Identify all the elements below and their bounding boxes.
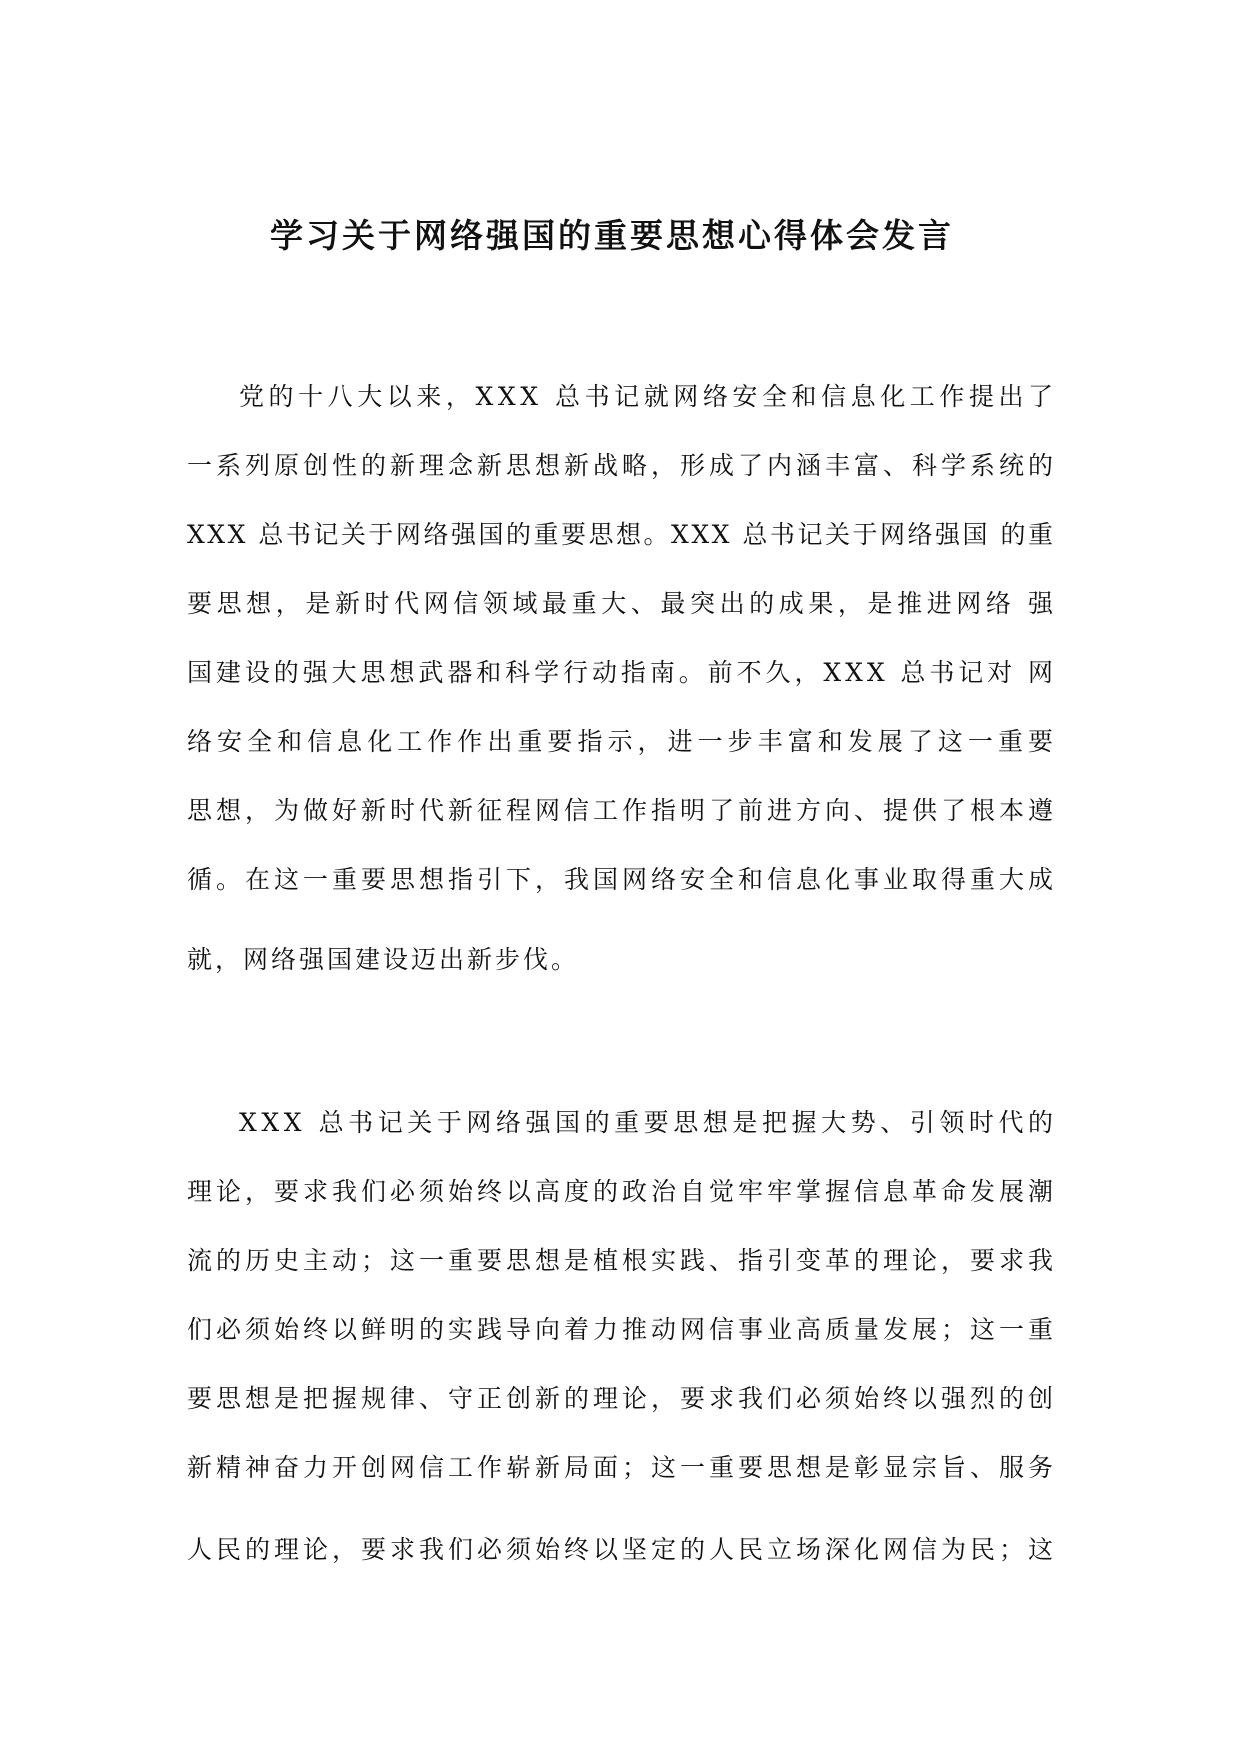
document-title: 学习关于网络强国的重要思想心得体会发言 (270, 216, 954, 255)
paragraph-line: 络安全和信息化工作作出重要指示，进一步丰富和发展了这一重要 (187, 727, 1059, 756)
paragraph-line: 一系列原创性的新理念新思想新战略，形成了内涵丰富、科学系统的 (187, 451, 1057, 480)
paragraph-line: 要思想，是新时代网信领域最重大、最突出的成果，是推进网络 强 (187, 589, 1058, 618)
paragraph-line: 就，网络强国建设迈出新步伐。 (187, 945, 580, 974)
paragraph-line: 理论，要求我们必须始终以高度的政治自觉牢牢掌握信息革命发展潮 (187, 1177, 1057, 1206)
paragraph-line: XXX 总书记关于网络强国的重要思想。XXX 总书记关于网络强国 的重 (187, 520, 1056, 549)
paragraph-line: 新精神奋力开创网信工作崭新局面；这一重要思想是彰显宗旨、服务 (187, 1453, 1057, 1482)
paragraph-line: 循。在这一重要思想指引下，我国网络安全和信息化事业取得重大成 (187, 865, 1057, 894)
body-paragraph (187, 362, 1059, 994)
paragraph-line: XXX 总书记关于网络强国的重要思想是把握大势、引领时代的 (239, 1108, 1058, 1137)
paragraph-line: 国建设的强大思想武器和科学行动指南。前不久，XXX 总书记对 网 (187, 658, 1057, 687)
body-paragraph (187, 1088, 1058, 1584)
paragraph-line: 流的历史主动；这一重要思想是植根实践、指引变革的理论，要求我 (187, 1246, 1057, 1275)
paragraph-line: 党的十八大以来，XXX 总书记就网络安全和信息化工作提出了 (239, 382, 1058, 411)
paragraph-line: 们必须始终以鲜明的实践导向着力推动网信事业高质量发展；这一重 (187, 1315, 1057, 1344)
paragraph-line: 思想，为做好新时代新征程网信工作指明了前进方向、提供了根本遵 (187, 796, 1057, 825)
paragraph-line: 要思想是把握规律、守正创新的理论，要求我们必须始终以强烈的创 (187, 1384, 1057, 1413)
paragraph-line: 人民的理论，要求我们必须始终以坚定的人民立场深化网信为民；这 (187, 1535, 1057, 1564)
